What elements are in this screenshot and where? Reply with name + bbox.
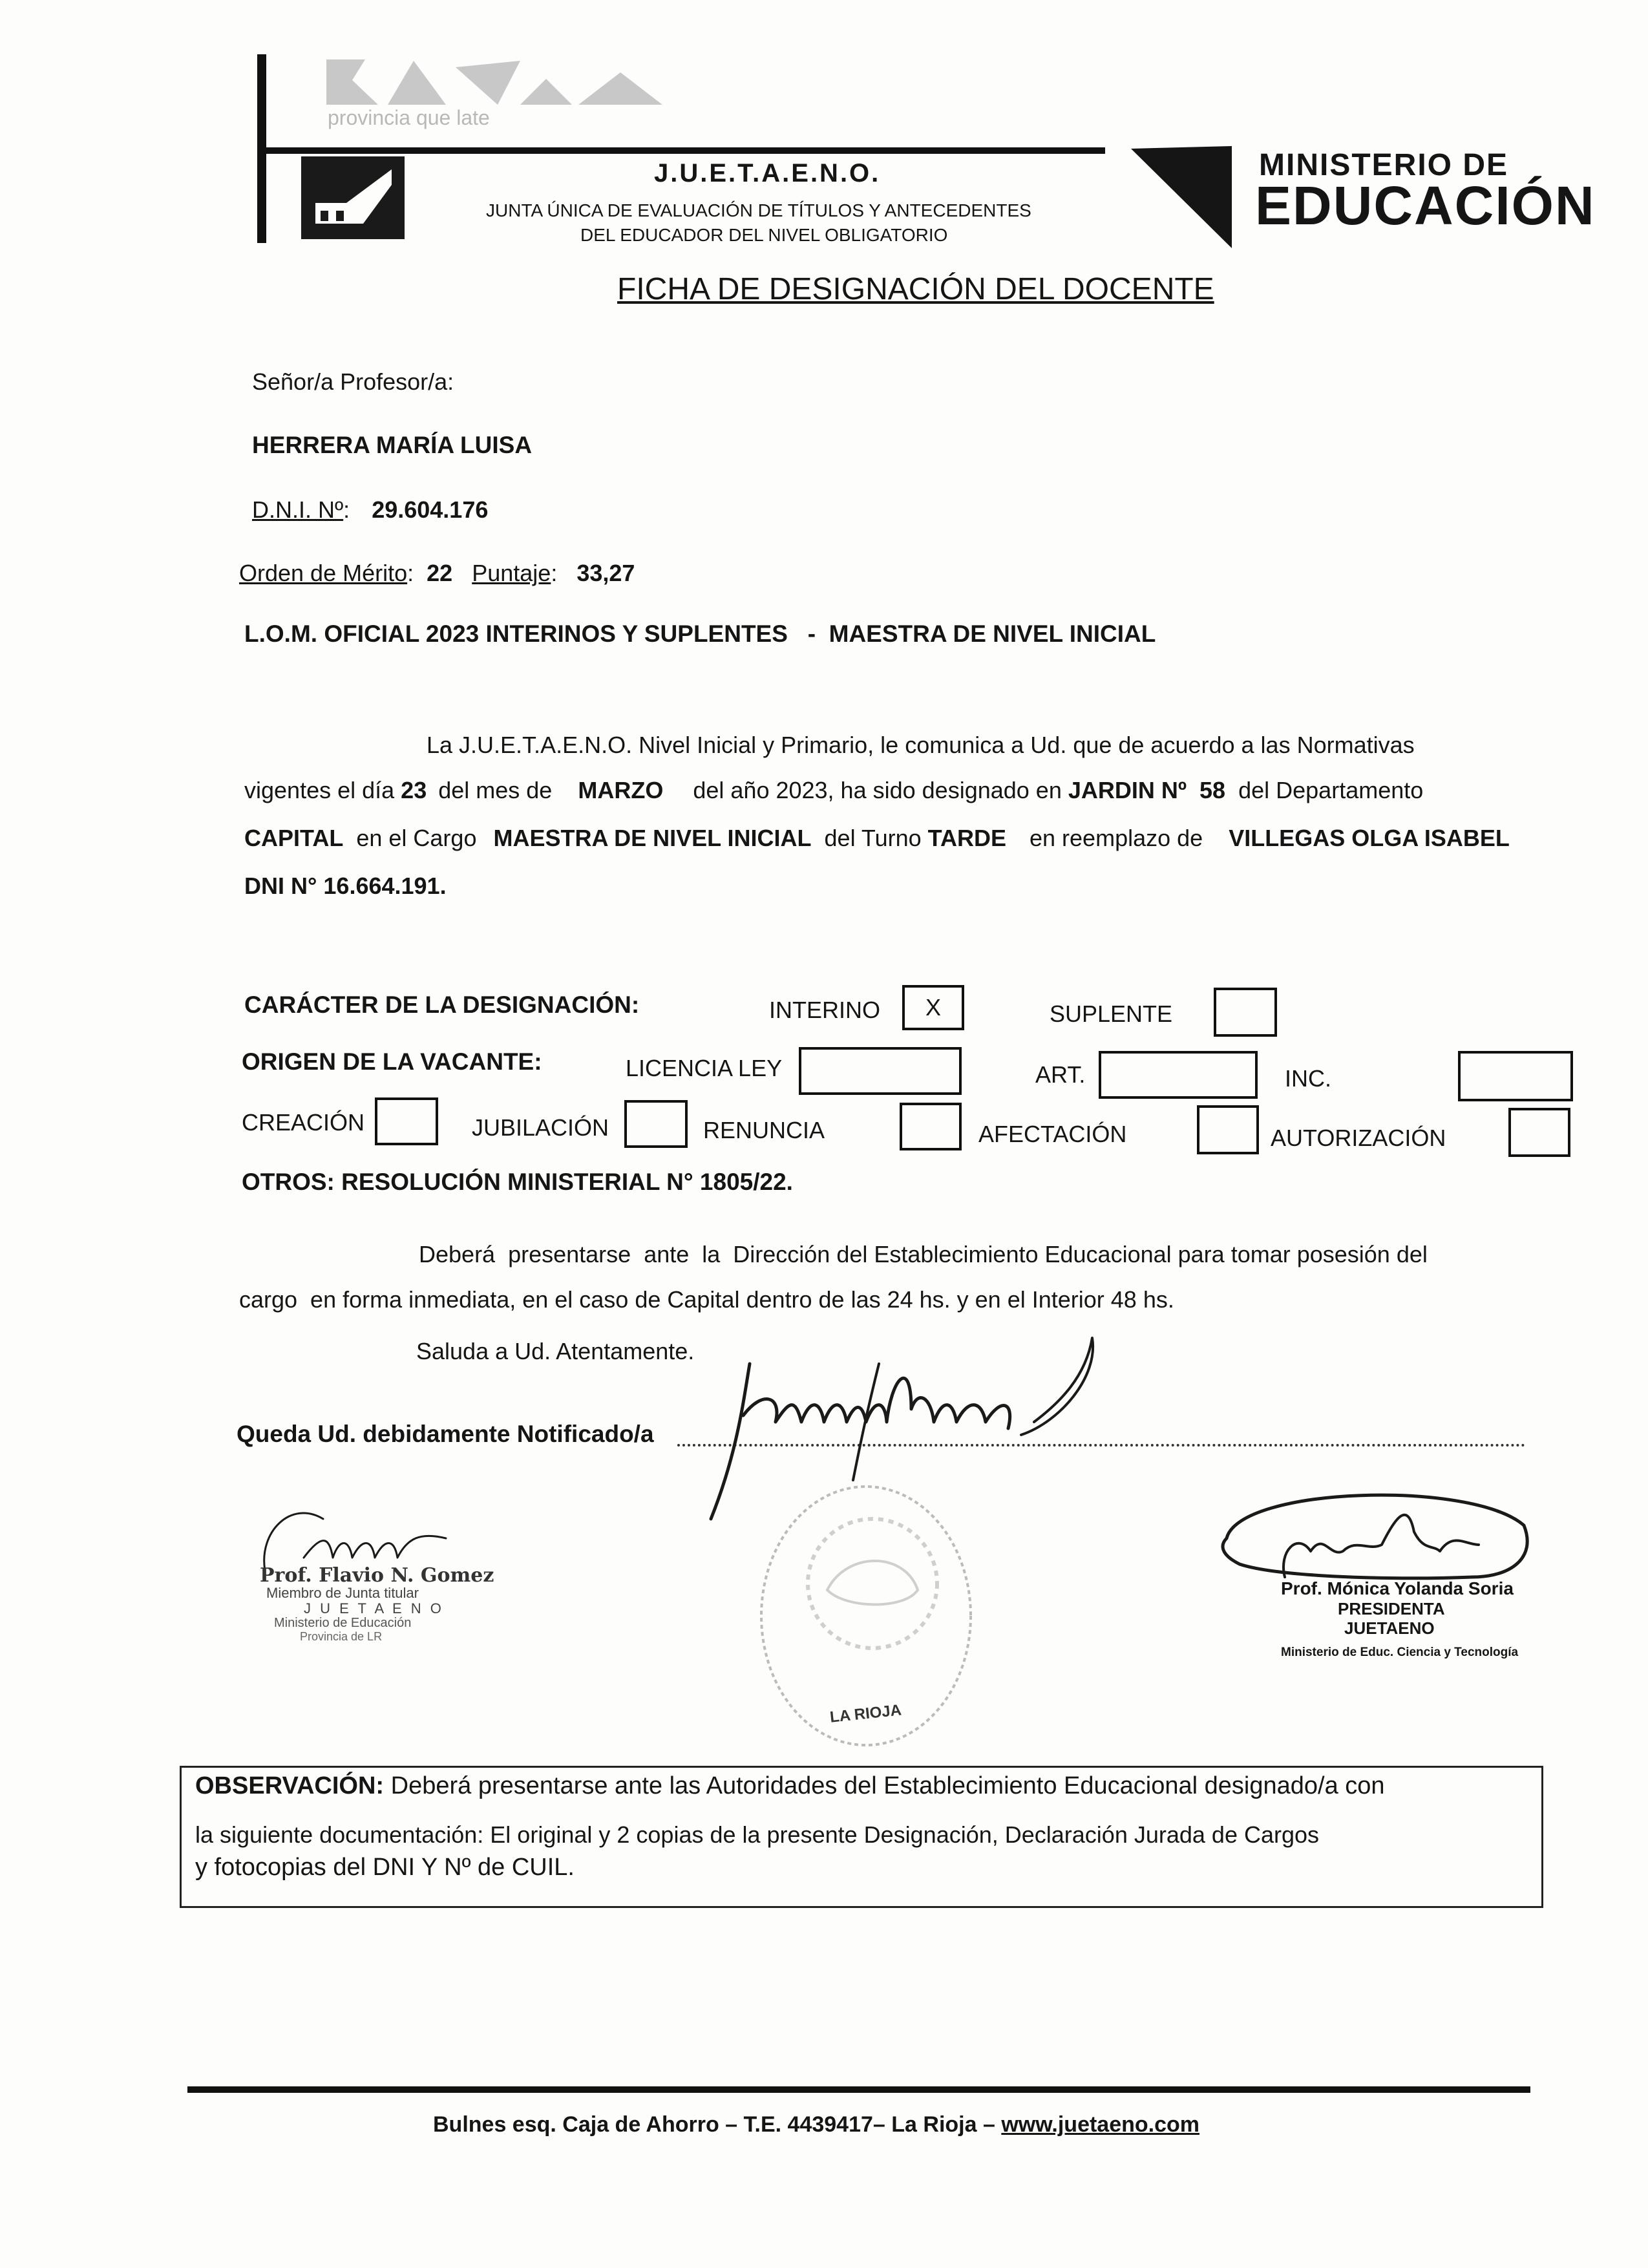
interino-checkbox[interactable] [902, 985, 964, 1030]
body-text: del mes de [438, 777, 553, 803]
body-text: del Departamento [1238, 777, 1424, 803]
autorizacion-checkbox[interactable] [1508, 1108, 1570, 1157]
left-signatory-name: Prof. Flavio N. Gomez [260, 1564, 494, 1587]
observation-text: Deberá presentarse ante las Autoridades del Establecimiento Educacional designado/a con [390, 1772, 1385, 1799]
score-colon: : [551, 560, 558, 586]
observation-line-3: y fotocopias del DNI Y Nº de CUIL. [195, 1854, 575, 1881]
body-text: del Turno [824, 825, 922, 851]
left-signatory-ministry: Ministerio de Educación [274, 1616, 412, 1630]
autorizacion-label: AUTORIZACIÓN [1271, 1125, 1446, 1151]
inc-label: INC. [1285, 1065, 1331, 1092]
licencia-ley-field[interactable] [799, 1047, 962, 1095]
afectacion-checkbox[interactable] [1197, 1105, 1259, 1154]
page-title: FICHA DE DESIGNACIÓN DEL DOCENTE [617, 272, 1214, 306]
checkbox-mark: X [925, 994, 941, 1021]
footer-website-link[interactable]: www.juetaeno.com [1001, 2112, 1200, 2137]
present-line-2: cargo en forma inmediata, en el caso de Capital dentro de las 24 hs. y en el Interior 48 hs. [239, 1286, 1174, 1313]
right-signatory-name: Prof. Mónica Yolanda Soria [1281, 1578, 1514, 1598]
org-fullname-line2: DEL EDUCADOR DEL NIVEL OBLIGATORIO [580, 225, 948, 245]
position: MAESTRA DE NIVEL INICIAL [493, 825, 812, 851]
ministry-title-line1: MINISTERIO DE [1259, 148, 1509, 182]
department: CAPITAL [244, 825, 344, 851]
juetaeno-logo-icon [301, 156, 405, 239]
order-value: 22 [427, 560, 453, 586]
footer-address: Bulnes esq. Caja de Ahorro – T.E. 4439417– La Rioja – [433, 2112, 995, 2137]
renuncia-checkbox[interactable] [900, 1103, 962, 1150]
la-rioja-logo [326, 54, 675, 106]
suplente-label: SUPLENTE [1050, 1001, 1173, 1027]
body-text: en reemplazo de [1030, 825, 1203, 851]
dni-value: 29.604.176 [372, 496, 489, 523]
dni-row [252, 496, 488, 524]
seal-label: LA RIOJA [829, 1701, 903, 1726]
order-label: Orden de Mérito [239, 560, 408, 586]
body-text: del año 2023, ha sido designado en [693, 777, 1062, 803]
dni-label: D.N.I. Nº [252, 496, 344, 523]
suplente-checkbox[interactable] [1214, 988, 1277, 1037]
merit-row [239, 560, 635, 587]
interino-label: INTERINO [769, 997, 881, 1023]
licencia-label: LICENCIA LEY [626, 1055, 783, 1081]
school-name: JARDIN Nº 58 [1068, 777, 1226, 803]
right-signatory-org: JUETAENO [1344, 1618, 1435, 1638]
jubilacion-checkbox[interactable] [624, 1100, 688, 1148]
renuncia-label: RENUNCIA [703, 1117, 825, 1143]
designation-month: MARZO [578, 777, 664, 803]
replaced-dni: DNI N° 16.664.191. [244, 873, 447, 899]
left-signatory-role: Miembro de Junta titular [266, 1585, 419, 1601]
inc-field[interactable] [1458, 1051, 1573, 1101]
art-label: ART. [1035, 1061, 1086, 1088]
creacion-label: CREACIÓN [242, 1109, 365, 1136]
jubilacion-label: JUBILACIÓN [472, 1114, 609, 1141]
dni-colon: : [343, 496, 350, 523]
score-value: 33,27 [576, 560, 635, 586]
present-line-1: Deberá presentarse ante la Dirección del Establecimiento Educacional para tomar posesión del [419, 1241, 1428, 1267]
footer [433, 2112, 1199, 2137]
ministry-logo-icon [1131, 146, 1234, 248]
footer-rule [187, 2086, 1530, 2093]
body-line-1: La J.U.E.T.A.E.N.O. Nivel Inicial y Primario, le comunica a Ud. que de acuerdo a las Normativas [427, 732, 1415, 758]
afectacion-label: AFECTACIÓN [978, 1121, 1127, 1147]
body-text: en el Cargo [356, 825, 477, 851]
notified-label: Queda Ud. debidamente Notificado/a [237, 1421, 654, 1447]
character-label: CARÁCTER DE LA DESIGNACIÓN: [244, 991, 640, 1018]
teacher-name: HERRERA MARÍA LUISA [252, 432, 533, 458]
designation-day: 23 [401, 777, 427, 803]
otros-resolution: OTROS: RESOLUCIÓN MINISTERIAL N° 1805/22. [242, 1169, 793, 1195]
right-signatory-role: PRESIDENTA [1338, 1599, 1445, 1618]
regards: Saluda a Ud. Atentamente. [416, 1338, 695, 1364]
left-signatory-org: J U E T A E N O [304, 1600, 444, 1616]
shift: TARDE [927, 825, 1006, 851]
art-field[interactable] [1099, 1051, 1258, 1099]
org-acronym: J.U.E.T.A.E.N.O. [654, 159, 881, 187]
order-colon: : [407, 560, 414, 586]
left-signatory-province: Provincia de LR [300, 1630, 383, 1643]
creacion-checkbox[interactable] [375, 1097, 438, 1145]
observation-line-2: la siguiente documentación: El original y 2 copias de la presente Designación, Declaración Jurada de Cargos [195, 1821, 1320, 1848]
observation-line-1 [195, 1772, 1385, 1800]
body-text: vigentes el día [244, 777, 395, 803]
origin-label: ORIGEN DE LA VACANTE: [242, 1048, 542, 1075]
score-label: Puntaje [472, 560, 551, 586]
body-line-2 [244, 777, 1423, 804]
right-signatory-ministry: Ministerio de Educ. Ciencia y Tecnología [1281, 1646, 1519, 1659]
header-rule [257, 147, 1105, 154]
replaced-teacher: VILLEGAS OLGA ISABEL [1229, 825, 1510, 851]
org-fullname-line1: JUNTA ÚNICA DE EVALUACIÓN DE TÍTULOS Y ANTECEDENTES [486, 200, 1031, 220]
province-tagline: provincia que late [328, 106, 490, 129]
salutation: Señor/a Profesor/a: [252, 368, 454, 395]
lom-line: L.O.M. OFICIAL 2023 INTERINOS Y SUPLENTES - MAESTRA DE NIVEL INICIAL [244, 620, 1156, 647]
body-line-3 [244, 825, 1510, 852]
ministry-title-line2: EDUCACIÓN [1255, 175, 1596, 236]
observation-label: OBSERVACIÓN: [195, 1772, 385, 1799]
